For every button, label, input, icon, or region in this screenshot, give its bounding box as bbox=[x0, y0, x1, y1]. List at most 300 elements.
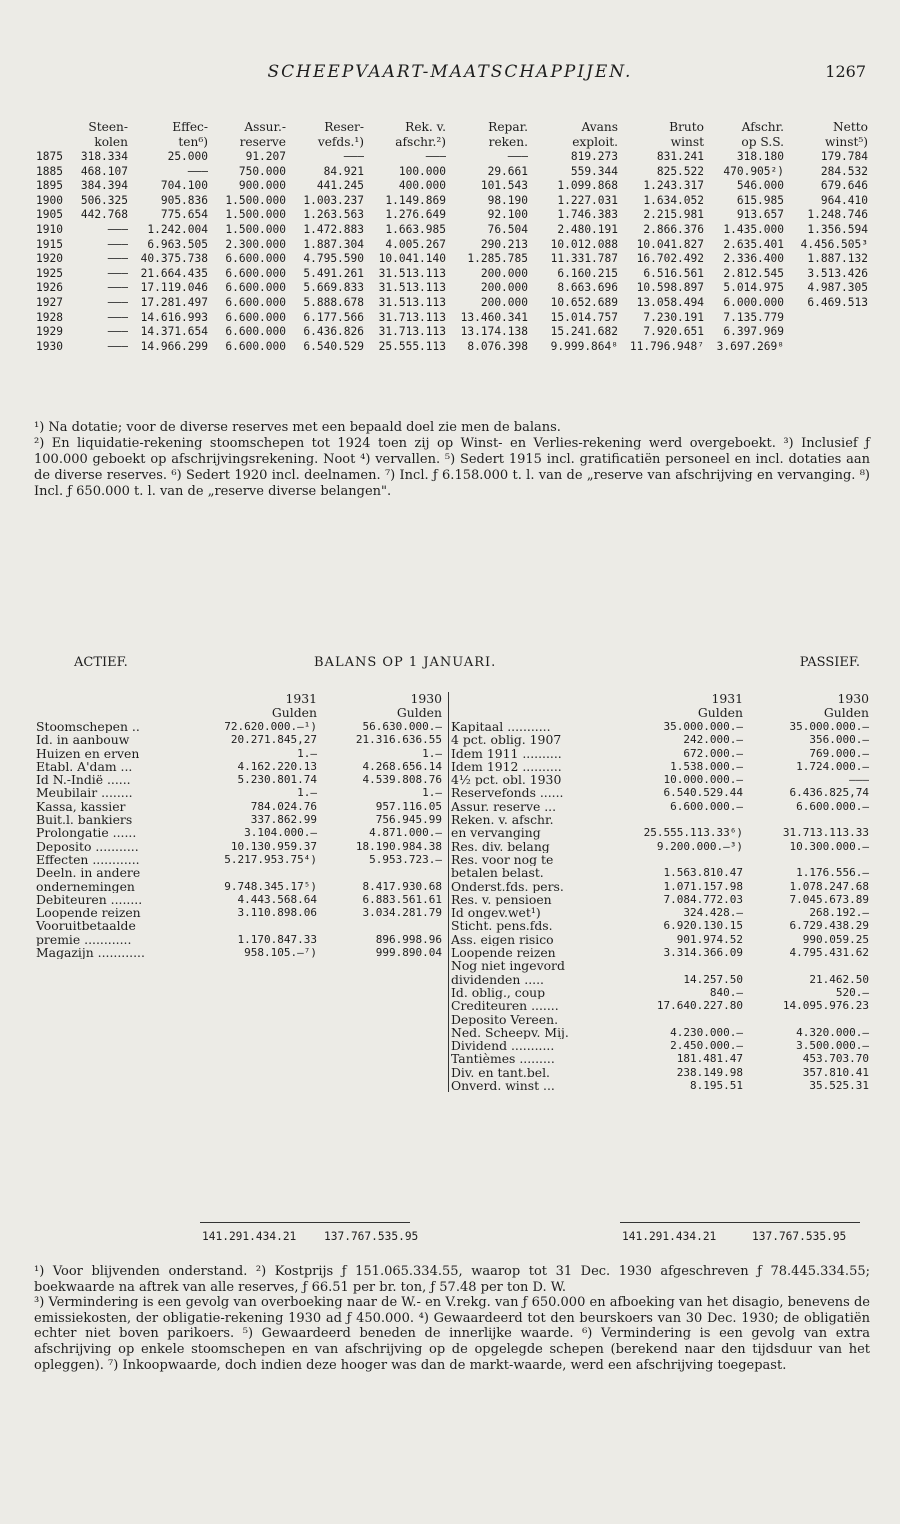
list-item bbox=[449, 733, 871, 746]
item-value: 901.974.52 bbox=[676, 932, 743, 946]
year-1930: 1930 bbox=[837, 691, 869, 706]
balance-heading bbox=[34, 655, 870, 675]
item-label: premie ............ bbox=[36, 932, 132, 947]
table-cell: 91.207 bbox=[245, 150, 286, 163]
item-value: 1.176.556.— bbox=[796, 866, 869, 880]
column-header: op S.S. bbox=[741, 135, 784, 149]
item-label: Id ongev.wet¹) bbox=[451, 906, 541, 920]
item-value: 1.— bbox=[297, 786, 317, 800]
table-cell: 14.371.654 bbox=[140, 325, 208, 339]
item-value: 181.481.47 bbox=[676, 1052, 743, 1066]
year-cell: 1928 bbox=[36, 310, 63, 324]
item-value: 357.810.41 bbox=[802, 1065, 869, 1079]
year-cell: 1930 bbox=[36, 339, 63, 353]
list-item bbox=[34, 720, 444, 733]
table-cell: 5.014.975 bbox=[723, 281, 784, 295]
item-value: 1.071.157.98 bbox=[663, 879, 743, 893]
column-header: Afschr. bbox=[741, 120, 784, 134]
unit-label: Gulden bbox=[823, 705, 869, 720]
item-value bbox=[619, 813, 745, 826]
year-cell: 1900 bbox=[36, 193, 63, 207]
unit-label: Gulden bbox=[271, 705, 317, 720]
item-label: dividenden ..... bbox=[451, 972, 544, 986]
item-value bbox=[619, 1013, 745, 1026]
table-row bbox=[34, 311, 870, 326]
table-cell: 7.920.651 bbox=[643, 325, 704, 339]
item-value: 1.538.000.— bbox=[670, 759, 743, 773]
table-cell: 7.135.779 bbox=[723, 310, 784, 324]
table-cell: 318.180 bbox=[736, 150, 784, 163]
item-value: 10.300.000.— bbox=[789, 839, 869, 853]
item-label: Id. oblig., coup bbox=[451, 985, 546, 1000]
list-item bbox=[449, 826, 871, 839]
list-item bbox=[34, 946, 444, 959]
year-cell: 1875 bbox=[36, 150, 63, 163]
item-value: 10.130.959.37 bbox=[230, 839, 317, 853]
table-cell: 750.000 bbox=[238, 164, 286, 178]
table-cell: ——— bbox=[343, 150, 364, 163]
item-label: Ned. Scheepv. Mij. bbox=[451, 1025, 569, 1040]
list-item bbox=[34, 893, 444, 906]
list-item bbox=[449, 853, 871, 866]
table-cell: 13.460.341 bbox=[460, 310, 528, 324]
item-label: Reservefonds ...... bbox=[451, 786, 564, 800]
item-value bbox=[619, 959, 745, 972]
column-header: winst⁵) bbox=[825, 135, 868, 149]
item-value: 840.— bbox=[709, 985, 743, 999]
column-header: afschr.²) bbox=[395, 135, 446, 149]
table-header-row bbox=[34, 135, 870, 150]
unit-label: Gulden bbox=[697, 705, 743, 720]
item-value bbox=[319, 866, 444, 879]
item-value: 7.084.772.03 bbox=[663, 892, 743, 906]
sum-rule bbox=[200, 1222, 410, 1223]
item-label: Prolongatie ...... bbox=[36, 826, 137, 840]
item-value: 999.890.04 bbox=[375, 946, 442, 960]
item-value: 4.162.220.13 bbox=[237, 759, 317, 773]
table-cell: 10.012.088 bbox=[550, 237, 618, 251]
table-cell: 6.600.000 bbox=[225, 252, 286, 266]
table-cell: 4.987.305 bbox=[807, 281, 868, 295]
table-cell: ——— bbox=[107, 266, 128, 280]
item-value: 3.034.281.79 bbox=[362, 906, 442, 920]
item-value: 4.320.000.— bbox=[796, 1025, 869, 1039]
table-cell: 5.491.261 bbox=[303, 266, 364, 280]
table-row bbox=[34, 223, 870, 238]
total-actief-1930: 137.767.535.95 bbox=[324, 1230, 419, 1243]
item-value: 4.795.431.62 bbox=[789, 946, 869, 960]
table-cell: 905.836 bbox=[160, 193, 208, 207]
list-item bbox=[34, 853, 444, 866]
item-value: 672.000.— bbox=[683, 746, 743, 760]
item-value: 1.170.847.33 bbox=[237, 932, 317, 946]
list-item bbox=[34, 747, 444, 760]
table-cell: 775.654 bbox=[160, 208, 208, 222]
table-cell: 6.000.000 bbox=[723, 295, 784, 309]
item-value: 14.095.976.23 bbox=[782, 999, 869, 1013]
table-cell: 10.652.689 bbox=[550, 295, 618, 309]
table-row bbox=[34, 208, 870, 223]
item-value: 4.268.656.14 bbox=[362, 759, 442, 773]
item-label: Dividend ........... bbox=[451, 1039, 555, 1053]
item-value: 21.462.50 bbox=[809, 972, 869, 986]
item-value: 1.724.000.— bbox=[796, 759, 869, 773]
list-item bbox=[449, 840, 871, 853]
table-cell: 6.600.000 bbox=[225, 310, 286, 324]
item-value: 9.200.000.—³) bbox=[656, 839, 743, 853]
footnote: ¹) Voor blijvenden onderstand. ²) Kostprijs ƒ 151.065.334.55, waarop tot 31 Dec. 1930 afgeschreven ƒ 78.445.334.55; boekwaarde na aftrek van alle reserves, ƒ 66.51 per br. ton, ƒ 57.48 per ton D. W. bbox=[34, 1264, 870, 1295]
item-value: 8.417.930.68 bbox=[362, 879, 442, 893]
table-cell: 442.768 bbox=[80, 208, 128, 222]
year-cell: 1920 bbox=[36, 252, 63, 266]
item-value: 6.600.000.— bbox=[670, 799, 743, 813]
list-item bbox=[34, 786, 444, 799]
table-cell: 1.500.000 bbox=[225, 193, 286, 207]
item-label: ondernemingen bbox=[36, 879, 135, 893]
table-cell: ——— bbox=[107, 252, 128, 266]
actief-title: ACTIEF. bbox=[74, 655, 128, 670]
year-1931: 1931 bbox=[711, 691, 743, 706]
table-cell: 25.555.113 bbox=[378, 339, 446, 353]
column-header: reken. bbox=[488, 135, 528, 149]
table-cell: 6.600.000 bbox=[225, 295, 286, 309]
table-footnotes bbox=[34, 420, 870, 500]
item-value: 17.640.227.80 bbox=[656, 999, 743, 1013]
list-item bbox=[449, 1079, 871, 1092]
list-item bbox=[449, 946, 871, 959]
item-value: 20.271.845,27 bbox=[230, 733, 317, 747]
year-cell: 1915 bbox=[36, 237, 63, 251]
table-row bbox=[34, 281, 870, 296]
table-cell: ——— bbox=[107, 222, 128, 236]
item-value: 8.195.51 bbox=[690, 1079, 743, 1093]
item-value: 337.862.99 bbox=[250, 813, 317, 827]
item-label: Magazijn ............ bbox=[36, 946, 145, 960]
page-title: SCHEEPVAART-MAATSCHAPPIJEN. bbox=[267, 62, 633, 82]
table-row bbox=[34, 325, 870, 340]
table-cell: 2.336.400 bbox=[723, 252, 784, 266]
table-cell: 1.149.869 bbox=[385, 193, 446, 207]
balance-sheet bbox=[34, 692, 870, 1224]
table-cell: 10.041.827 bbox=[636, 237, 704, 251]
item-value: 1.— bbox=[297, 746, 317, 760]
table-cell: 16.702.492 bbox=[636, 252, 704, 266]
table-cell: 1.248.746 bbox=[807, 208, 868, 222]
item-value: 2.450.000.— bbox=[670, 1039, 743, 1053]
item-label: Idem 1911 .......... bbox=[451, 746, 562, 760]
table-cell: 21.664.435 bbox=[140, 266, 208, 280]
table-cell: 1.242.004 bbox=[147, 222, 208, 236]
table-cell: 1.500.000 bbox=[225, 222, 286, 236]
financial-history-table bbox=[34, 120, 870, 354]
list-item bbox=[34, 813, 444, 826]
list-item bbox=[34, 760, 444, 773]
table-cell: 200.000 bbox=[480, 281, 528, 295]
table-cell: 1.356.594 bbox=[807, 222, 868, 236]
item-value: 520.— bbox=[835, 985, 869, 999]
table-cell: 14.616.993 bbox=[140, 310, 208, 324]
list-item bbox=[34, 866, 444, 879]
item-value: 72.620.000.—¹) bbox=[224, 720, 317, 733]
list-item bbox=[449, 720, 871, 733]
table-cell: 468.107 bbox=[80, 164, 128, 178]
table-cell: 1.435.000 bbox=[723, 222, 784, 236]
item-value: 56.630.000.— bbox=[362, 720, 442, 733]
list-item bbox=[449, 919, 871, 932]
item-label: Div. en tant.bel. bbox=[451, 1065, 550, 1080]
table-cell: 5.669.833 bbox=[303, 281, 364, 295]
table-cell: 98.190 bbox=[487, 193, 528, 207]
item-value bbox=[745, 959, 871, 972]
list-item bbox=[34, 840, 444, 853]
table-cell: 10.598.897 bbox=[636, 281, 704, 295]
item-value: 242.000.— bbox=[683, 733, 743, 747]
table-cell: 6.963.505 bbox=[147, 237, 208, 251]
table-cell: 11.796.948⁷ bbox=[629, 339, 704, 353]
table-cell: 1.500.000 bbox=[225, 208, 286, 222]
list-item bbox=[449, 800, 871, 813]
table-cell: 1.276.649 bbox=[385, 208, 446, 222]
table-cell: 84.921 bbox=[323, 164, 364, 178]
table-cell: 6.540.529 bbox=[303, 339, 364, 353]
table-cell: 100.000 bbox=[398, 164, 446, 178]
item-label: Res. div. belang bbox=[451, 839, 550, 853]
table-cell: 4.456.505³ bbox=[800, 237, 868, 251]
list-item bbox=[34, 733, 444, 746]
table-cell: 8.076.398 bbox=[467, 339, 528, 353]
table-cell: 2.480.191 bbox=[557, 222, 618, 236]
item-label: Id. in aanbouw bbox=[36, 733, 130, 747]
passief-column bbox=[448, 692, 871, 1092]
item-value: 4.539.808.76 bbox=[362, 773, 442, 787]
column-header: ten⁶) bbox=[178, 135, 208, 149]
table-cell: 1.243.317 bbox=[643, 179, 704, 193]
list-item bbox=[34, 919, 444, 932]
column-header: Rek. v. bbox=[405, 120, 446, 134]
table-cell: 1.746.383 bbox=[557, 208, 618, 222]
column-header: Repar. bbox=[488, 120, 528, 134]
table-row bbox=[34, 179, 870, 194]
column-header: Netto bbox=[832, 120, 868, 134]
item-label: Onderst.fds. pers. bbox=[451, 879, 564, 893]
table-cell: 6.600.000 bbox=[225, 325, 286, 339]
year-cell: 1927 bbox=[36, 295, 63, 309]
column-header: Avans bbox=[581, 120, 618, 134]
table-cell: 7.230.191 bbox=[643, 310, 704, 324]
total-actief-1931: 141.291.434.21 bbox=[202, 1230, 297, 1243]
table-cell: 11.331.787 bbox=[550, 252, 618, 266]
item-label: betalen belast. bbox=[451, 866, 544, 880]
list-item bbox=[449, 747, 871, 760]
table-row bbox=[34, 194, 870, 209]
table-cell: 40.375.738 bbox=[140, 252, 208, 266]
item-value: 268.192.— bbox=[809, 906, 869, 920]
footnote: ²) En liquidatie-rekening stoomschepen tot 1924 toen zij op Winst- en Verlies-rekening werd overgeboekt. ³) Inclusief ƒ 100.000 geboekt op afschrijvingsrekening. Noot ⁴) vervallen. ⁵) Sedert 1915 incl. gratificatiën personeel en incl. dotaties aan de diverse reserves. ⁶) Sedert 1920 incl. deelnamen. ⁷) Incl. ƒ 6.158.000 t. l. van de „reserve van afschrijving en vervanging. ⁸) Incl. ƒ 650.000 t. l. van de „reserve diverse belangen". bbox=[34, 436, 870, 499]
item-label: Res. voor nog te bbox=[451, 852, 554, 867]
table-cell: 2.300.000 bbox=[225, 237, 286, 251]
table-cell: ——— bbox=[507, 150, 528, 163]
item-label: Loopende reizen bbox=[36, 906, 141, 920]
table-cell: 31.713.113 bbox=[378, 325, 446, 339]
list-item bbox=[449, 813, 871, 826]
list-item bbox=[449, 1052, 871, 1065]
column-header: vefds.¹) bbox=[317, 135, 364, 149]
table-cell: 1.887.304 bbox=[303, 237, 364, 251]
balance-footnotes bbox=[34, 1264, 870, 1373]
item-value: 896.998.96 bbox=[375, 932, 442, 946]
page-number: 1267 bbox=[825, 62, 866, 81]
item-value bbox=[194, 866, 319, 879]
table-cell: ——— bbox=[107, 310, 128, 324]
year-cell: 1885 bbox=[36, 164, 63, 178]
item-label: Deeln. in andere bbox=[36, 866, 141, 880]
table-cell: 31.513.113 bbox=[378, 266, 446, 280]
item-value: 324.428.— bbox=[683, 906, 743, 920]
item-value: 5.217.953.75⁴) bbox=[224, 852, 317, 866]
item-label: Loopende reizen bbox=[451, 946, 556, 960]
column-header: Reser- bbox=[324, 120, 364, 134]
item-label: en vervanging bbox=[451, 826, 541, 840]
table-cell: 6.469.513 bbox=[807, 295, 868, 309]
column-header: reserve bbox=[239, 135, 286, 149]
table-cell: 825.522 bbox=[656, 164, 704, 178]
table-cell: ——— bbox=[107, 281, 128, 295]
table-cell: 6.516.561 bbox=[643, 266, 704, 280]
item-value: 9.748.345.17⁵) bbox=[224, 879, 317, 893]
table-cell: 1.663.985 bbox=[385, 222, 446, 236]
table-row bbox=[34, 267, 870, 282]
year-cell: 1925 bbox=[36, 266, 63, 280]
table-cell: 913.657 bbox=[736, 208, 784, 222]
item-value bbox=[194, 919, 319, 932]
table-cell: 1.227.031 bbox=[557, 193, 618, 207]
table-cell: 290.213 bbox=[480, 237, 528, 251]
item-value: 14.257.50 bbox=[683, 972, 743, 986]
list-item bbox=[34, 826, 444, 839]
table-cell: 8.663.696 bbox=[557, 281, 618, 295]
table-cell: 2.635.401 bbox=[723, 237, 784, 251]
item-label: Deposito ........... bbox=[36, 839, 139, 853]
list-item bbox=[34, 880, 444, 893]
item-label: Kapitaal ........... bbox=[451, 720, 551, 734]
list-item bbox=[449, 1013, 871, 1026]
item-label: Buit.l. bankiers bbox=[36, 813, 133, 827]
item-label: Etabl. A'dam ... bbox=[36, 759, 133, 774]
item-label: Huizen en erven bbox=[36, 746, 140, 760]
table-cell: 13.174.138 bbox=[460, 325, 528, 339]
list-item bbox=[449, 986, 871, 999]
table-cell: 6.600.000 bbox=[225, 281, 286, 295]
table-cell: 15.014.757 bbox=[550, 310, 618, 324]
column-header: winst bbox=[670, 135, 704, 149]
list-item bbox=[449, 959, 871, 972]
table-cell: 200.000 bbox=[480, 266, 528, 280]
table-cell: 506.325 bbox=[80, 193, 128, 207]
table-cell: 1.887.132 bbox=[807, 252, 868, 266]
list-item bbox=[449, 786, 871, 799]
item-value: 756.945.99 bbox=[375, 813, 442, 827]
page-header bbox=[0, 62, 900, 88]
actief-column bbox=[34, 692, 444, 959]
table-cell: ——— bbox=[425, 150, 446, 163]
table-cell: 13.058.494 bbox=[636, 295, 704, 309]
item-label: Reken. v. afschr. bbox=[451, 813, 554, 827]
item-label: Meubilair ........ bbox=[36, 786, 133, 800]
table-cell: 704.100 bbox=[160, 179, 208, 193]
table-cell: 470.905²) bbox=[723, 164, 784, 178]
table-row bbox=[34, 150, 870, 165]
column-header: Effec- bbox=[172, 120, 208, 134]
table-cell: 29.661 bbox=[487, 164, 528, 178]
item-value: 238.149.98 bbox=[676, 1065, 743, 1079]
list-item bbox=[449, 1039, 871, 1052]
table-cell: 76.504 bbox=[487, 222, 528, 236]
table-row bbox=[34, 165, 870, 180]
item-value bbox=[745, 813, 871, 826]
table-row bbox=[34, 340, 870, 355]
table-cell: 6.177.566 bbox=[303, 310, 364, 324]
item-label: Id N.-Indië ...... bbox=[36, 773, 131, 787]
list-item bbox=[449, 893, 871, 906]
item-value: 7.045.673.89 bbox=[789, 892, 869, 906]
item-value: 3.500.000.— bbox=[796, 1039, 869, 1053]
column-header: Assur.- bbox=[244, 120, 286, 134]
table-cell: 1.472.883 bbox=[303, 222, 364, 236]
year-cell: 1929 bbox=[36, 325, 63, 339]
table-cell: 964.410 bbox=[820, 193, 868, 207]
table-cell: 900.000 bbox=[238, 179, 286, 193]
table-cell: 384.394 bbox=[80, 179, 128, 193]
item-value: 35.525.31 bbox=[809, 1079, 869, 1093]
table-cell: ——— bbox=[107, 339, 128, 353]
list-item bbox=[449, 999, 871, 1012]
item-value: 31.713.113.33 bbox=[782, 826, 869, 840]
table-cell: 25.000 bbox=[167, 150, 208, 163]
table-cell: 559.344 bbox=[570, 164, 618, 178]
table-cell: 31.513.113 bbox=[378, 295, 446, 309]
table-cell: 6.600.000 bbox=[225, 266, 286, 280]
item-value bbox=[319, 919, 444, 932]
list-item bbox=[449, 1026, 871, 1039]
table-cell: 3.513.426 bbox=[807, 266, 868, 280]
item-label: Debiteuren ........ bbox=[36, 892, 143, 907]
item-value: 957.116.05 bbox=[375, 799, 442, 813]
table-cell: 5.888.678 bbox=[303, 295, 364, 309]
item-value: 35.000.000.— bbox=[789, 720, 869, 733]
table-cell: ——— bbox=[107, 237, 128, 251]
table-cell: 10.041.140 bbox=[378, 252, 446, 266]
table-cell: 31.513.113 bbox=[378, 281, 446, 295]
list-item bbox=[34, 773, 444, 786]
item-label: Crediteuren ....... bbox=[451, 999, 559, 1013]
item-value: 453.703.70 bbox=[802, 1052, 869, 1066]
table-row bbox=[34, 296, 870, 311]
table-cell: 6.600.000 bbox=[225, 339, 286, 353]
item-value: 21.316.636.55 bbox=[355, 733, 442, 747]
year-cell: 1910 bbox=[36, 222, 63, 236]
list-item bbox=[449, 880, 871, 893]
table-cell: ——— bbox=[107, 295, 128, 309]
item-value: 5.230.801.74 bbox=[237, 773, 317, 787]
list-item bbox=[449, 866, 871, 879]
table-cell: 17.281.497 bbox=[140, 295, 208, 309]
table-cell: ——— bbox=[107, 325, 128, 339]
item-value bbox=[745, 853, 871, 866]
list-item bbox=[449, 973, 871, 986]
table-cell: 2.215.981 bbox=[643, 208, 704, 222]
table-cell: 6.397.969 bbox=[723, 325, 784, 339]
table-cell: 101.543 bbox=[480, 179, 528, 193]
